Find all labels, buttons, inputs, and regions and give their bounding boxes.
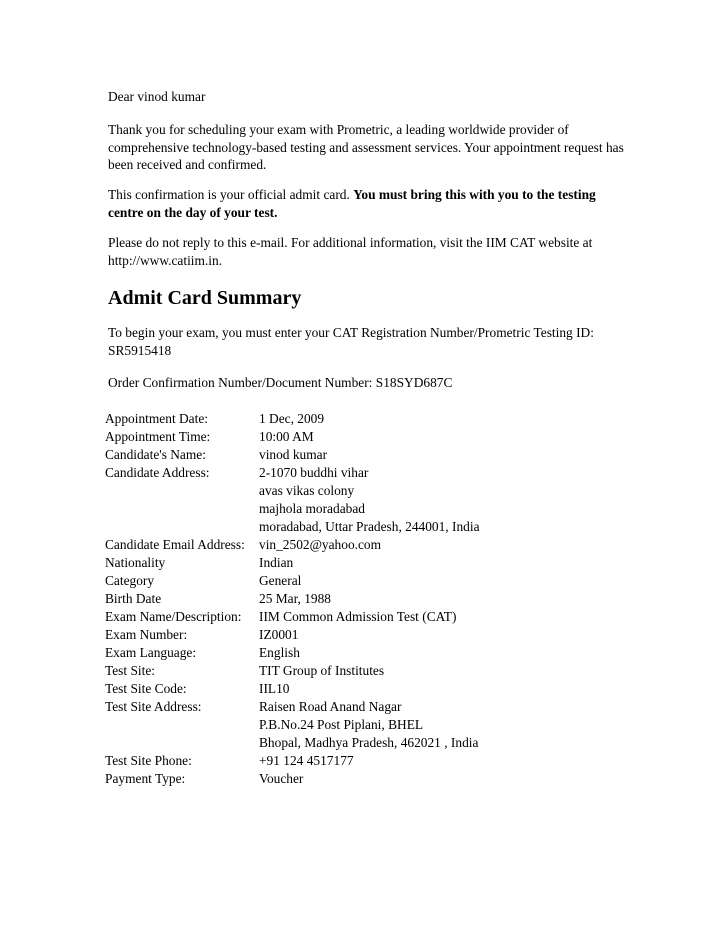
detail-value-line: 1 Dec, 2009 — [259, 411, 325, 426]
detail-value — [259, 680, 605, 698]
detail-row — [105, 536, 605, 554]
noreply-paragraph: Please do not reply to this e-mail. For additional information, visit the IIM CAT website at http://www.catiim.in. — [108, 235, 593, 268]
detail-label: Exam Name/Description: — [105, 609, 242, 624]
detail-value-line: Raisen Road Anand Nagar — [259, 699, 402, 714]
detail-label: Candidate's Name: — [105, 447, 206, 462]
order-confirmation: Order Confirmation Number/Document Number: S18SYD687C — [108, 375, 453, 390]
summary-title: Admit Card Summary — [108, 287, 302, 309]
detail-value-line: vin_2502@yahoo.com — [259, 537, 382, 552]
detail-value-line: IIM Common Admission Test (CAT) — [259, 609, 457, 624]
detail-label: Appointment Date: — [105, 411, 209, 426]
detail-row — [105, 626, 605, 644]
detail-label: Candidate Address: — [105, 465, 210, 480]
detail-row — [105, 770, 605, 788]
detail-value — [259, 662, 605, 680]
confirmation-bold-text: You must bring this with you to the testing centre on the day of your test. — [108, 187, 596, 220]
confirmation-paragraph — [108, 186, 628, 221]
detail-row — [105, 698, 605, 752]
detail-value — [259, 590, 605, 608]
detail-value — [259, 752, 605, 770]
detail-label: Test Site Code: — [105, 681, 187, 696]
detail-label: Test Site Phone: — [105, 753, 192, 768]
detail-value-line: Indian — [259, 555, 294, 570]
detail-label: Candidate Email Address: — [105, 537, 245, 552]
detail-label: Exam Language: — [105, 645, 197, 660]
detail-value-line: 10:00 AM — [259, 429, 314, 444]
detail-label: Payment Type: — [105, 771, 186, 786]
detail-value — [259, 608, 605, 626]
detail-value — [259, 698, 605, 752]
detail-value — [259, 446, 605, 464]
detail-value — [259, 770, 605, 788]
detail-label: Appointment Time: — [105, 429, 211, 444]
detail-row — [105, 644, 605, 662]
detail-value — [259, 428, 605, 446]
detail-value-line: majhola moradabad — [259, 501, 365, 516]
detail-row — [105, 428, 605, 446]
detail-label: Nationality — [105, 555, 166, 570]
detail-value — [259, 410, 605, 428]
detail-value-line: IIL10 — [259, 681, 290, 696]
intro-paragraph: Thank you for scheduling your exam with Prometric, a leading worldwide provider of comprehensive technology-based testing and assessment services. Your appointment request has been received and confirmed. — [108, 122, 624, 172]
detail-row — [105, 410, 605, 428]
detail-value-line: TIT Group of Institutes — [259, 663, 385, 678]
detail-label: Birth Date — [105, 591, 162, 606]
detail-label: Category — [105, 573, 155, 588]
detail-value — [259, 626, 605, 644]
greeting: Dear vinod kumar — [108, 89, 206, 104]
detail-value-line: Voucher — [259, 771, 304, 786]
detail-value-line: IZ0001 — [259, 627, 299, 642]
detail-row — [105, 446, 605, 464]
detail-value-line: Bhopal, Madhya Pradesh, 462021 , India — [259, 735, 479, 750]
detail-value-line: +91 124 4517177 — [259, 753, 354, 768]
detail-value-line: General — [259, 573, 302, 588]
detail-value-line: P.B.No.24 Post Piplani, BHEL — [259, 717, 424, 732]
detail-row — [105, 590, 605, 608]
detail-value — [259, 554, 605, 572]
details-table — [105, 410, 605, 788]
detail-label: Exam Number: — [105, 627, 188, 642]
detail-label: Test Site: — [105, 663, 156, 678]
detail-value-line: 25 Mar, 1988 — [259, 591, 331, 606]
begin-exam-paragraph: To begin your exam, you must enter your CAT Registration Number/Prometric Testing ID: SR5915418 — [108, 325, 594, 358]
detail-row — [105, 662, 605, 680]
confirmation-text: This confirmation is your official admit card. — [108, 187, 354, 202]
detail-value-line: vinod kumar — [259, 447, 328, 462]
detail-value-line: English — [259, 645, 300, 660]
detail-value — [259, 572, 605, 590]
detail-row — [105, 554, 605, 572]
detail-value-line: 2-1070 buddhi vihar — [259, 465, 369, 480]
detail-value-line: avas vikas colony — [259, 483, 355, 498]
detail-row — [105, 680, 605, 698]
detail-row — [105, 572, 605, 590]
detail-row — [105, 752, 605, 770]
detail-value-line: moradabad, Uttar Pradesh, 244001, India — [259, 519, 480, 534]
detail-row — [105, 608, 605, 626]
detail-row — [105, 464, 605, 536]
detail-value — [259, 644, 605, 662]
detail-label: Test Site Address: — [105, 699, 202, 714]
detail-value — [259, 536, 605, 554]
detail-value — [259, 464, 605, 536]
